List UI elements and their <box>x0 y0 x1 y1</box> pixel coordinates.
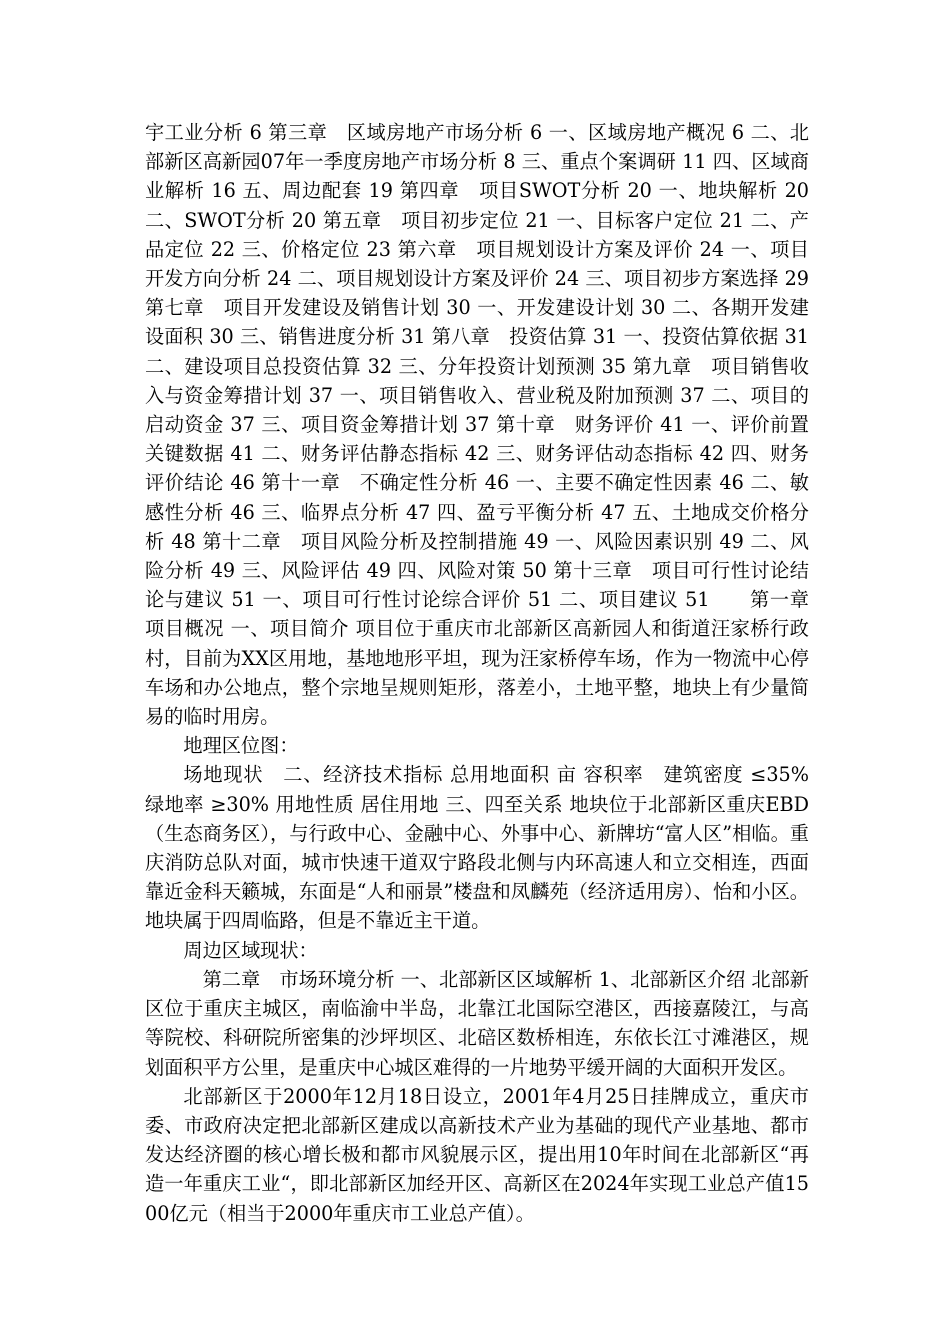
paragraph-toc: 宇工业分析 6 第三章 区域房地产市场分析 6 一、区域房地产概况 6 二、北部新区高新园07年一季度房地产市场分析 8 三、重点个案调研 11 四、区域商业解析 16 五、周边配套 19 第四章 项目SWOT分析 20 一、地块解析 20 二、SWOT分析 20 第五章 项目初步定位 21 一、目标客户定位 21 二、产品定位 22 三、价格定位 23 第六章 项目规划设计方案及评价 24 一、项目开发方向分析 24 二、项目规划设计方案及评价 24 三、项目初步方案选择 29 第七章 项目开发建设及销售计划 30 一、开发建设计划 30 二、各期开发建设面积 30 三、销售进度分析 31 第八章 投资估算 31 一、投资估算依据 31 二、建设项目总投资估算 32 三、分年投资计划预测 35 第九章 项目销售收入与资金筹措计划 37 一、项目销售收入、营业税及附加预测 37 二、项目的启动资金 37 三、项目资金筹措计划 37 第十章 财务评价 41 一、评价前置关键数据 41 二、财务评估静态指标 42 三、财务评估动态指标 42 四、财务评价结论 46 第十一章 不确定性分析 46 一、主要不确定性因素 46 二、敏感性分析 46 三、临界点分析 47 四、盈亏平衡分析 47 五、土地成交价格分析 48 第十二章 项目风险分析及控制措施 49 一、风险因素识别 49 二、风险分析 49 三、风险评估 49 四、风险对策 50 第十三章 项目可行性讨论结论与建议 51 一、项目可行性讨论综合评价 51 二、项目建议 51 第一章 项目概况 一、项目简介 项目位于重庆市北部新区高新园人和街道汪家桥行政村，目前为XX区用地，基地地形平坦，现为汪家桥停车场，作为一物流中心停车场和办公地点，整个宗地呈规则矩形，落差小，土地平整，地块上有少量简易的临时用房。 <box>145 121 829 729</box>
document-body <box>145 118 829 1228</box>
paragraph-site-status: 场地现状 二、经济技术指标 总用地面积 亩 容积率 建筑密度 ≤35% 绿地率 ≥30% 用地性质 居住用地 三、四至关系 地块位于北部新区重庆EBD（生态商务区），与行政中心、金融中心、外事中心、新牌坊“富人区”相临。重庆消防总队对面，城市快速干道双宁路段北侧与内环高速人和立交相连，西面靠近金科天籁城，东面是“人和丽景”楼盘和凤麟苑（经济适用房）、怡和小区。地块属于四周临路，但是不靠近主干道。 <box>145 763 809 933</box>
paragraph-chapter-two: 第二章 市场环境分析 一、北部新区区域解析 1、北部新区介绍 北部新区位于重庆主城区，南临渝中半岛，北靠江北国际空港区，西接嘉陵江，与高等院校、科研院所密集的沙坪坝区、北碚区数桥相连，东依长江寸滩港区，规划面积平方公里，是重庆中心城区难得的一片地势平缓开阔的大面积开发区。 <box>145 967 809 1079</box>
paragraph-location-map: 地理区位图： <box>183 734 299 758</box>
paragraph-surroundings: 周边区域现状： <box>183 938 318 962</box>
paragraph-establishment: 北部新区于2000年12月18日设立，2001年4月25日挂牌成立，重庆市委、市政府决定把北部新区建成以高新技术产业为基础的现代产业基地、都市发达经济圈的核心增长极和都市风貌展示区，提出用10年时间在北部新区“再造一年重庆工业“，即北部新区加经开区、高新区在2024年实现工业总产值1500亿元（相当于2000年重庆市工业总产值）。 <box>145 1084 809 1225</box>
